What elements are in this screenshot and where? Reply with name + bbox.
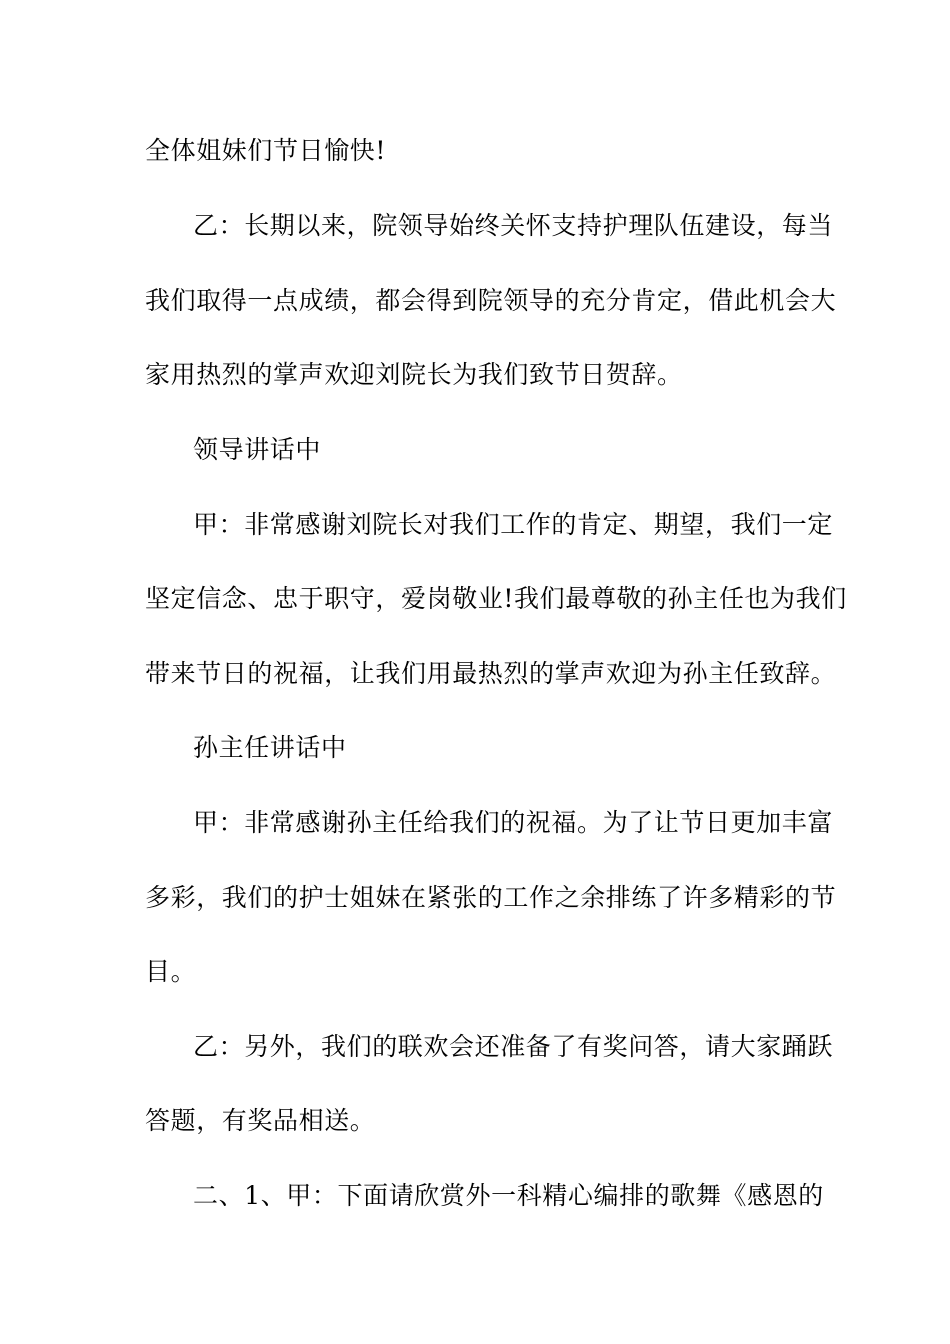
text-line: 多彩，我们的护士姐妹在紧张的工作之余排练了许多精彩的节 <box>145 883 837 912</box>
text-line: 领导讲话中 <box>193 435 322 464</box>
text-line: 带来节日的祝福，让我们用最热烈的掌声欢迎为孙主任致辞。 <box>145 659 837 688</box>
text-line: 甲：非常感谢孙主任给我们的祝福。为了让节日更加丰富 <box>193 808 834 837</box>
text-line: 目。 <box>145 957 197 986</box>
text-line: 家用热烈的掌声欢迎刘院长为我们致节日贺辞。 <box>145 360 683 389</box>
text-line: 我们取得一点成绩，都会得到院领导的充分肯定，借此机会大 <box>145 286 837 315</box>
text-line: 答题，有奖品相送。 <box>145 1106 376 1135</box>
text-line: 甲：非常感谢刘院长对我们工作的肯定、期望，我们一定 <box>193 510 834 539</box>
text-line: 乙：长期以来，院领导始终关怀支持护理队伍建设，每当 <box>193 211 834 240</box>
text-line: 孙主任讲话中 <box>193 733 347 762</box>
text-line: 二、1、甲：下面请欣赏外一科精心编排的歌舞《感恩的 <box>193 1181 824 1210</box>
text-line: 乙：另外，我们的联欢会还准备了有奖问答，请大家踊跃 <box>193 1032 834 1061</box>
text-line: 全体姐妹们节日愉快! <box>145 136 387 165</box>
text-line: 坚定信念、忠于职守，爱岗敬业!我们最尊敬的孙主任也为我们 <box>145 584 847 613</box>
